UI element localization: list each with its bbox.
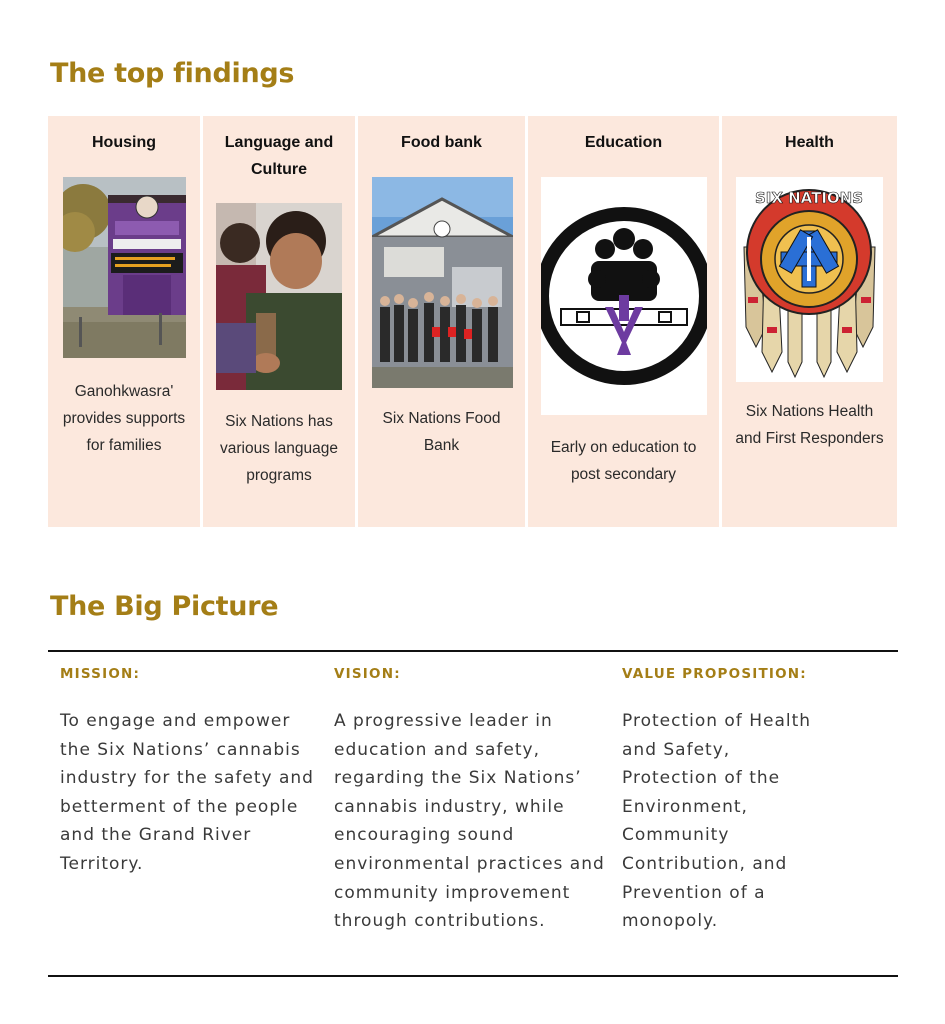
card-caption: Six Nations Health and First Responders [735,403,884,447]
big-picture-heading: The Big Picture [50,591,279,622]
finding-card-food-bank [358,116,525,527]
findings-grid [48,116,898,527]
value-proposition-text: Protection of Health and Safety, Protection of the Environment, Community Contribution, and Prevention of a monopoly. [622,711,812,932]
svg-text:SIX NATIONS: SIX NATIONS [754,189,864,207]
finding-card-education [528,116,719,527]
card-title: Housing [92,134,156,151]
finding-card-housing [48,116,200,527]
mission-heading: MISSION: [60,666,141,682]
students-language-class-photo-icon [216,203,342,390]
kaweni-io-gaweni-yo-logo-icon [541,177,707,415]
finding-card-health [722,116,897,527]
card-title: Food bank [401,134,482,151]
card-caption: Ganohkwasra' provides supports for families [62,383,186,454]
card-caption: Six Nations Food Bank [382,410,501,454]
value-proposition-heading: VALUE PROPOSITION: [622,666,807,682]
card-caption: Early on education to post secondary [550,439,697,483]
card-caption: Six Nations has various language programs [219,413,339,484]
top-divider [48,650,898,652]
card-title: Education [584,134,663,151]
ganohkwasra-sign-photo-icon [63,177,186,358]
bottom-divider [48,975,898,977]
card-title: Health [785,134,834,151]
vision-text: A progressive leader in education and safety, regarding the Six Nations’ cannabis industry, while encouraging sound environmental practices and community improvement through contributions. [334,711,605,932]
food-bank-building-photo-icon [372,177,513,388]
six-nations-paramedic-services-badge-icon [736,177,883,382]
card-title: Language and Culture [224,134,334,178]
finding-card-language-culture [203,116,355,527]
vision-heading: VISION: [334,666,401,682]
mission-text: To engage and empower the Six Nations’ cannabis industry for the safety and betterment of the people and the Grand River Territory. [60,711,314,874]
findings-heading: The top findings [50,58,295,89]
